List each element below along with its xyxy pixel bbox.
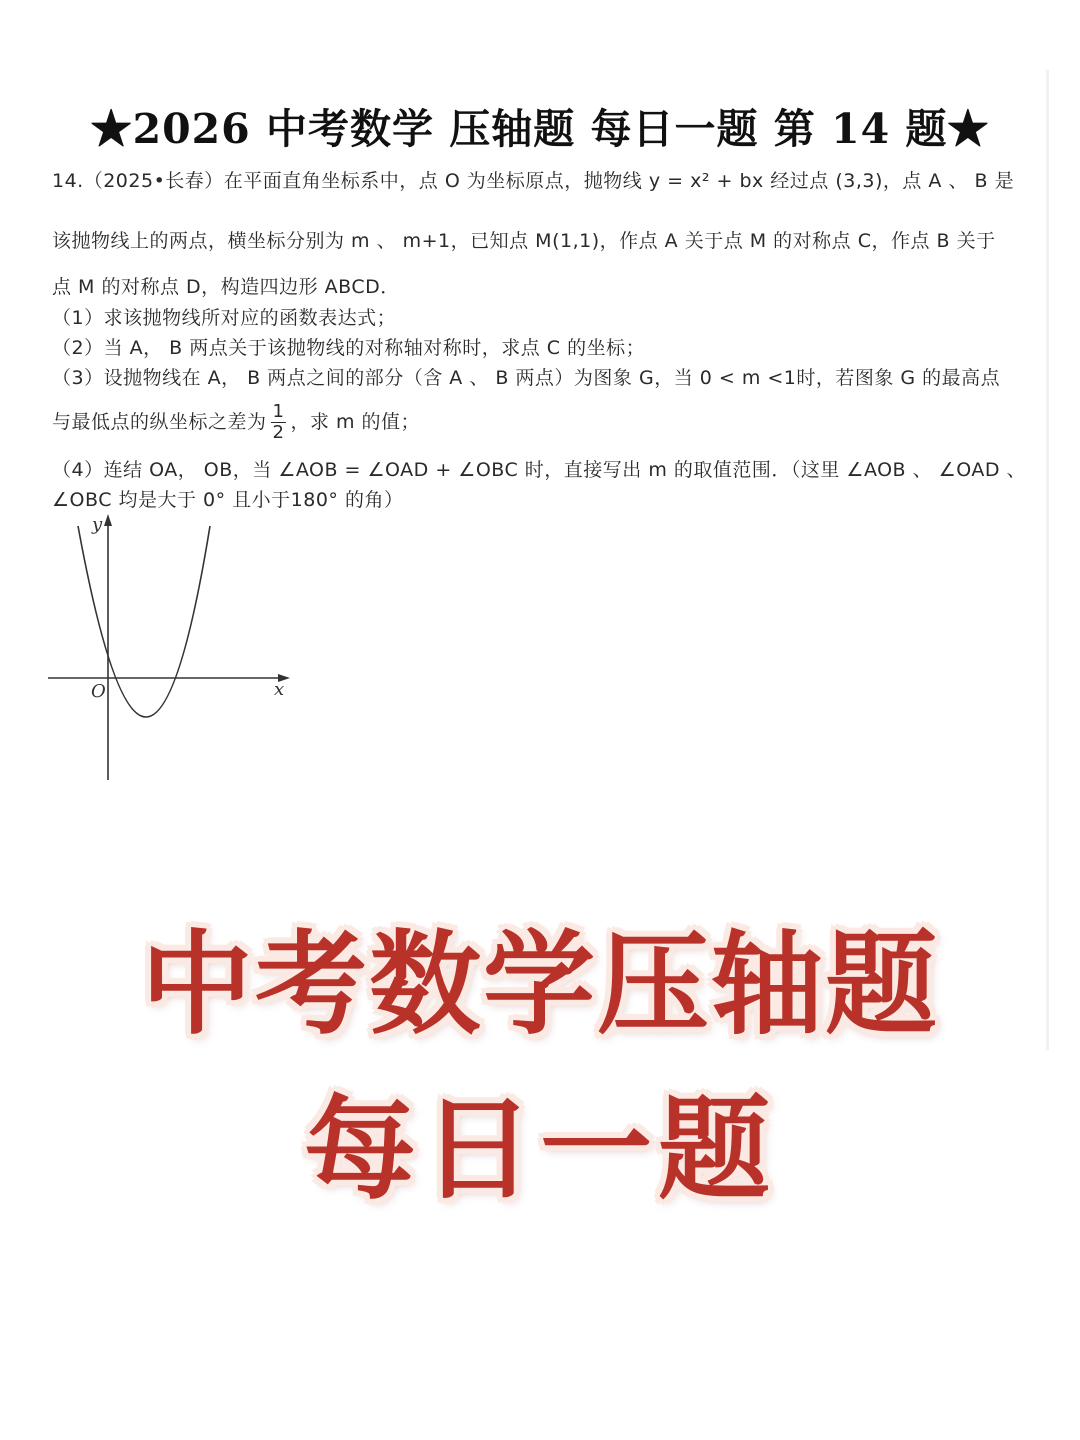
- fraction-denominator: 2: [272, 422, 285, 443]
- question-4: （4）连结 OA， OB，当 ∠AOB = ∠OAD + ∠OBC 时，直接写出 m 的取值范围．（这里 ∠AOB 、 ∠OAD 、: [52, 459, 1026, 481]
- question-4-cont: ∠OBC 均是大于 0° 且小于180° 的角）: [52, 489, 404, 511]
- problem-line-1: 14.（2025•长春）在平面直角坐标系中，点 O 为坐标原点，抛物线 y = x² + bx 经过点 (3,3)，点 A 、 B 是: [52, 170, 1015, 192]
- fraction-numerator: 1: [272, 401, 285, 422]
- fraction-one-half: [271, 402, 287, 443]
- banner-subtitle: 每日一题: [304, 1085, 776, 1215]
- parabola-graph: [44, 512, 304, 787]
- banner-title: 中考数学压轴题: [141, 920, 939, 1050]
- origin-label: O: [91, 681, 106, 702]
- question-3-suffix: ，求 m 的值；: [290, 411, 421, 433]
- question-3-cont: [52, 402, 420, 443]
- x-axis-label: x: [274, 679, 285, 700]
- y-axis-label: y: [92, 514, 103, 535]
- problem-line-3: 点 M 的对称点 D，构造四边形 ABCD．: [52, 276, 400, 298]
- question-1: （1）求该抛物线所对应的函数表达式；: [52, 307, 397, 329]
- question-2: （2）当 A， B 两点关于该抛物线的对称轴对称时，求点 C 的坐标；: [52, 337, 646, 359]
- question-3-prefix: 与最低点的纵坐标之差为: [52, 411, 267, 433]
- y-axis-arrow: [104, 514, 112, 526]
- problem-line-2: 该抛物线上的两点，横坐标分别为 m 、 m+1，已知点 M(1,1)，作点 A 关于点 M 的对称点 C，作点 B 关于: [52, 230, 996, 252]
- question-3: （3）设抛物线在 A， B 两点之间的部分（含 A 、 B 两点）为图象 G，当 0 < m <1时，若图象 G 的最高点: [52, 367, 1001, 389]
- page-title: ★2026 中考数学 压轴题 每日一题 第 14 题★: [90, 105, 990, 153]
